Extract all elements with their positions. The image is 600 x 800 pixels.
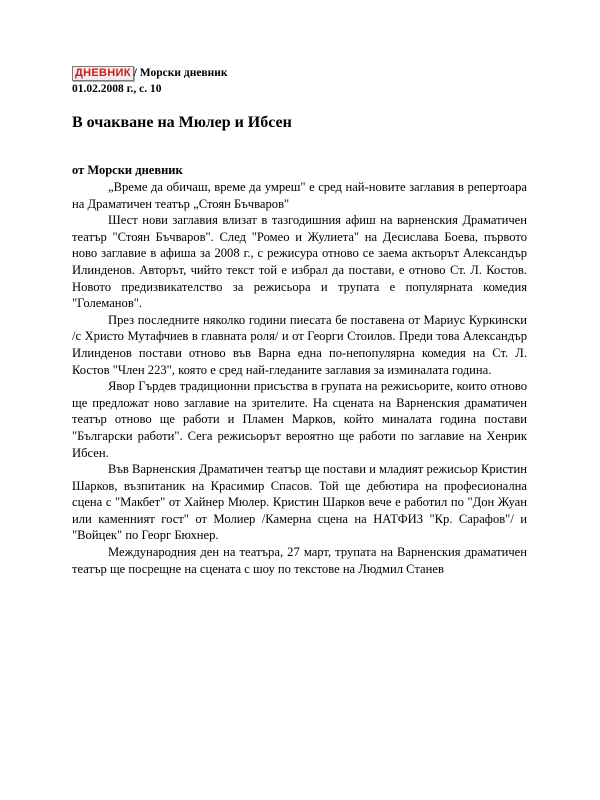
source-line <box>72 66 527 81</box>
dnevnik-logo: ДНЕВНИК <box>72 66 134 81</box>
source-name: / Морски дневник <box>133 67 228 79</box>
date-page-line: 01.02.2008 г., с. 10 <box>72 83 162 95</box>
paragraph: Шест нови заглавия влизат в тазгодишния афиш на варненския Драматичен театър "Стоян Бъчваров". След "Ромео и Жулиета" на Десислава Боева, първото ново заглавие в афиша за 2008 г., с режисура отново се заема актьорът Александър Илинденов. Авторът, чийто текст той е избрал да постави, е отново Ст. Л. Костов. Новото предизвикателство за режисьора и трупата е популярната комедия "Големанов". <box>72 213 527 311</box>
article-title: В очакване на Мюлер и Ибсен <box>72 114 292 131</box>
article-body <box>72 179 527 577</box>
paragraph: Във Варненския Драматичен театър ще постави и младият режисьор Кристин Шарков, възпитаник на Красимир Спасов. Той ще дебютира на професионална сцена с "Макбет" от Хайнер Мюлер. Кристин Шарков вече е работил по "Дон Жуан или каменният гост" от Молиер /Камерна сцена на НАТФИЗ "Кр. Сарафов"/ и "Войцек" по Георг Бюхнер. <box>72 462 527 543</box>
document-page <box>72 66 527 577</box>
paragraph: Международния ден на театъра, 27 март, трупата на Варненския драматичен театър ще посрещне на сцената с шоу по текстове на Людмил Станев <box>72 545 527 576</box>
article-byline: от Морски дневник <box>72 163 183 177</box>
paragraph: През последните няколко години пиесата бе поставена от Мариус Куркински /с Христо Мутафчиев в главната роля/ и от Георги Стоилов. Преди това Александър Илинденов постави отново във Варна една по-непопулярна комедия на Ст. Л. Костов "Член 223", която е сред най-гледаните заглавия за изминалата година. <box>72 312 527 377</box>
paragraph: „Време да обичаш, време да умреш" е сред най-новите заглавия в репертоара на Драматичен театър „Стоян Бъчваров" <box>72 180 527 211</box>
paragraph: Явор Гърдев традиционни присъства в групата на режисьорите, които отново ще предложат ново заглавие на зрителите. На сцената на Варненския драматичен театър отново ще работи и Пламен Марков, който миналата година постави "Български работи". Сега режисьорът вероятно ще работи по заглавие на Хенрик Ибсен. <box>72 379 527 460</box>
